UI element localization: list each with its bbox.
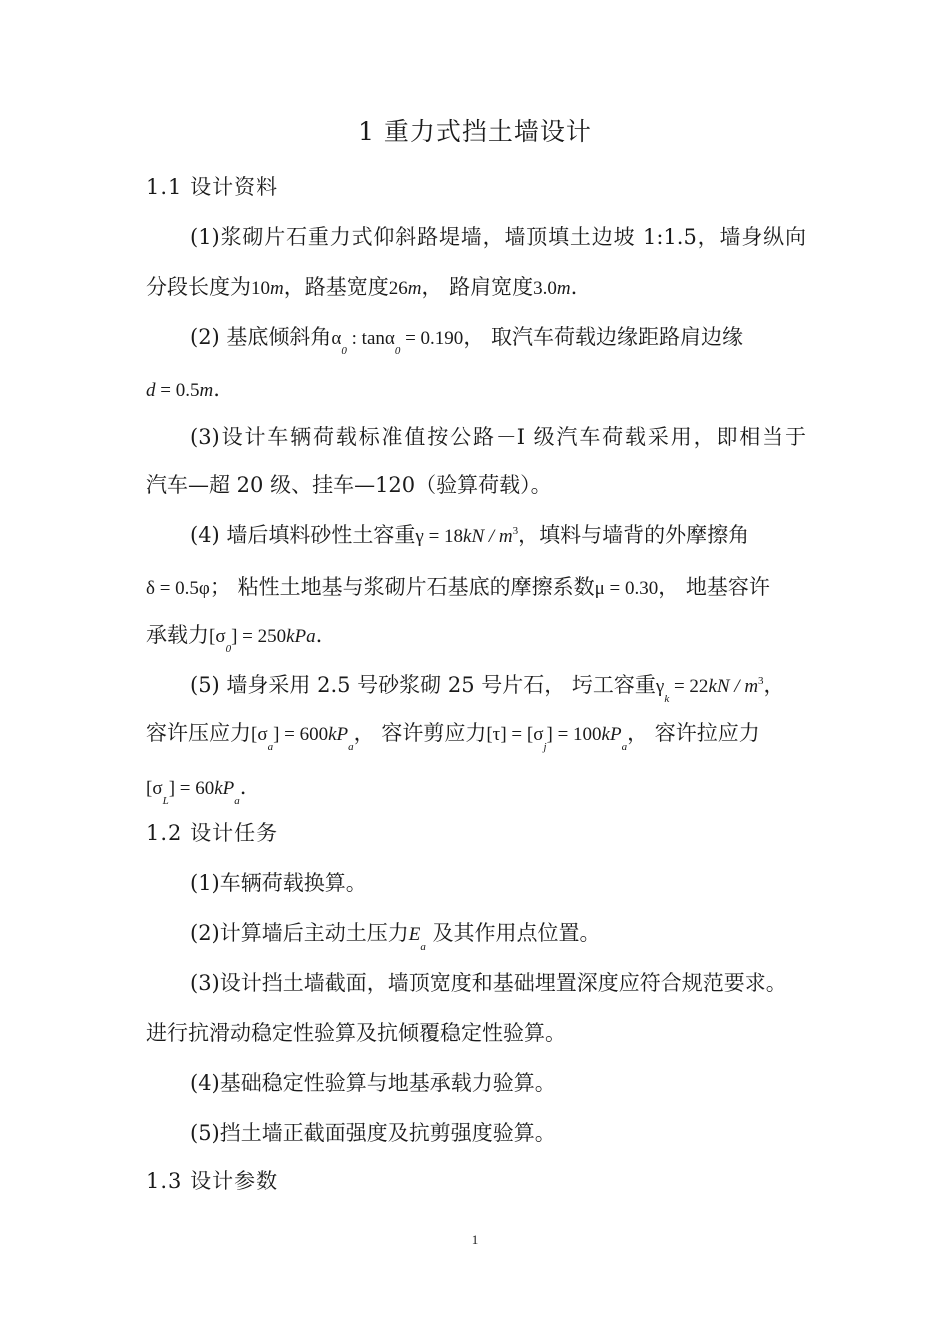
paragraph-4-line-1: (4) 墙后填料砂性土容重$\gamma = 18kN / m^3$，填料与墙背的外摩擦角	[190, 523, 750, 547]
task-3-line-2: 进行抗滑动稳定性验算及抗倾覆稳定性验算。	[146, 1021, 566, 1045]
paragraph-2-line-1: (2) 基底倾斜角$\alpha_0$ : tanα$_0$ = 0.190， 取汽车荷载边缘距路肩边缘	[190, 325, 743, 357]
task-5: (5)挡土墙正截面强度及抗剪强度验算。	[190, 1121, 556, 1145]
section-heading-design-parameters: 1.3 设计参数	[146, 1169, 279, 1193]
task-2: (2)计算墙后主动土压力$E_a$ 及其作用点位置。	[190, 921, 601, 953]
paragraph-4-line-3: 承载力$[\sigma_0] = 250kPa$.	[146, 623, 323, 655]
paragraph-5-line-1: (5) 墙身采用 2.5 号砂浆砌 25 号片石， 圬工容重$\gamma_k = 22kN / m^3$，	[190, 673, 785, 705]
paragraph-3-line-1: (3)设计车辆荷载标准值按公路－I 级汽车荷载采用，即相当于	[190, 425, 806, 449]
task-3-line-1: (3)设计挡土墙截面，墙顶宽度和基础埋置深度应符合规范要求。	[190, 971, 787, 995]
task-4: (4)基础稳定性验算与地基承载力验算。	[190, 1071, 556, 1095]
section-heading-design-data: 1.1 设计资料	[146, 175, 279, 199]
paragraph-1-line-2: 分段长度为10m，路基宽度26m， 路肩宽度3.0m.	[146, 275, 578, 299]
task-1: (1)车辆荷载换算。	[190, 871, 367, 895]
document-title: 1 重力式挡土墙设计	[358, 117, 592, 146]
section-heading-design-tasks: 1.2 设计任务	[146, 821, 279, 845]
paragraph-4-line-2: δ = 0.5φ； 粘性土地基与浆砌片石基底的摩擦系数μ = 0.30， 地基容许	[146, 575, 770, 599]
paragraph-1-line-1: (1)浆砌片石重力式仰斜路堤墙，墙顶填土边坡 1:1.5，墙身纵向	[190, 225, 806, 249]
paragraph-3-line-2: 汽车—超 20 级、挂车—120（验算荷载）。	[146, 473, 552, 497]
page-number: 1	[471, 1232, 479, 1247]
paragraph-2-line-2: d = 0.5m.	[146, 377, 220, 401]
paragraph-5-line-3: $[\sigma_L] = 60kP_a$.	[146, 775, 247, 807]
paragraph-5-line-2: 容许压应力$[\sigma_a] = 600kP_a$， 容许剪应力$[\tau] = [\sigma_j] = 100kP_a$， 容许拉应力	[146, 721, 760, 753]
